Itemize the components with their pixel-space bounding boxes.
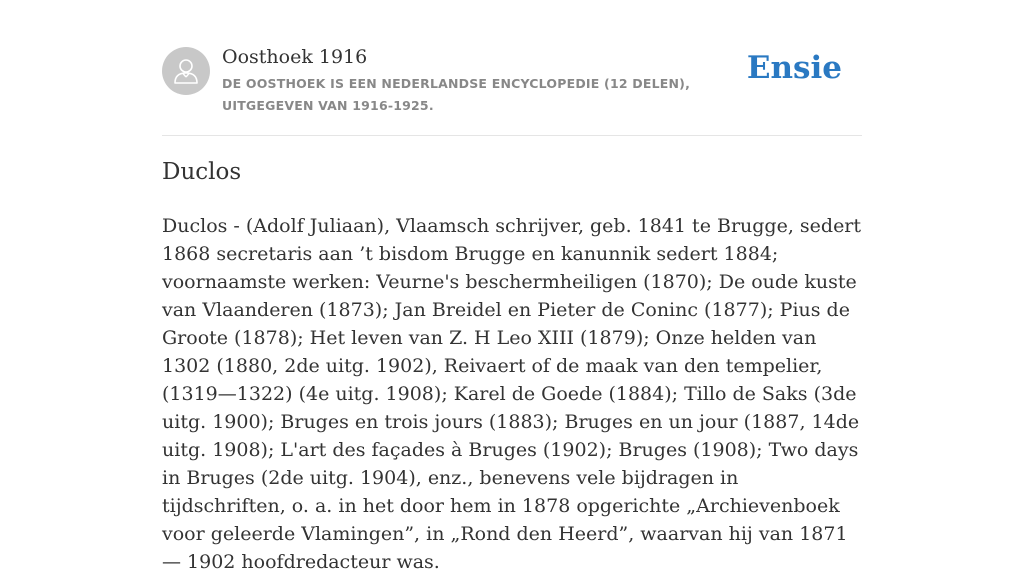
user-avatar-icon[interactable] [162, 47, 210, 95]
source-description: DE OOSTHOEK IS EEN NEDERLANDSE ENCYCLOPEDIE (12 DELEN), UITGEGEVEN VAN 1916-1925. [222, 76, 691, 113]
source-header [162, 46, 862, 116]
entry-title: Duclos [162, 159, 242, 185]
entry-body: Duclos - (Adolf Juliaan), Vlaamsch schrijver, geb. 1841 te Brugge, sedert 1868 secretaris aan ’t bisdom Brugge en kanunnik sedert 1884; voornaamste werken: Veurne's beschermheiligen (1870); De oude kuste van Vlaanderen (1873); Jan Breidel en Pieter de Coninc (1877); Pius de Groote (1878); Het leven van Z. H Leo XIII (1879); Onze helden van 1302 (1880, 2de uitg. 1902), Reivaert of de maak van den tempelier, (1319—1322) (4e uitg. 1908); Karel de Goede (1884); Tillo de Saks (3de uitg. 1900); Bruges en trois jours (1883); Bruges en un jour (1887, 14de uitg. 1908); L'art des façades à Bruges (1902); Bruges (1908); Two days in Bruges (2de uitg. 1904), enz., benevens vele bijdragen in tijdschriften, o. a. in het door hem in 1878 opgerichte „Archievenboek voor geleerde Vlamingen”, in „Rond den Heerd”, waarvan hij van 1871 — 1902 hoofdredacteur was. [162, 215, 862, 573]
header-divider [162, 135, 862, 136]
source-title[interactable]: Oosthoek 1916 [222, 46, 368, 68]
user-outline-icon [171, 56, 201, 86]
brand-logo-link[interactable]: Ensie [746, 50, 842, 86]
